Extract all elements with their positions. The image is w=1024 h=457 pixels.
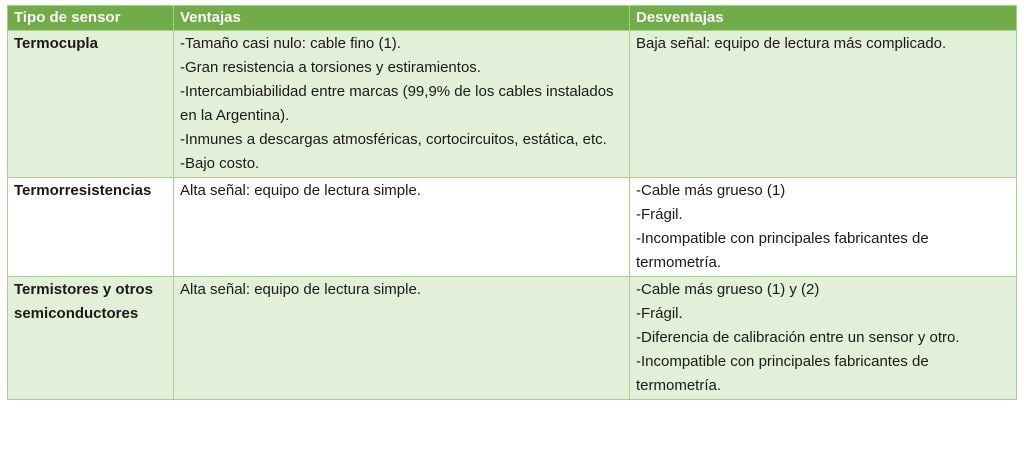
table-row-termocupla (8, 31, 1017, 178)
cell-ventajas (174, 178, 630, 277)
desventaja-item: -Diferencia de calibración entre un sensor y otro. (636, 329, 960, 346)
ventaja-item: -Intercambiabilidad entre marcas (99,9% de los cables instalados en la Argentina). (180, 83, 614, 124)
ventaja-item: -Tamaño casi nulo: cable fino (1). (180, 35, 401, 52)
desventaja-item: -Incompatible con principales fabricantes de termometría. (636, 353, 929, 394)
desventaja-item: -Cable más grueso (1) (636, 182, 786, 199)
cell-ventajas (174, 277, 630, 400)
cell-desventajas (630, 277, 1017, 400)
desventaja-item: Baja señal: equipo de lectura más complicado. (636, 35, 947, 52)
desventaja-item: -Cable más grueso (1) y (2) (636, 281, 820, 298)
table-header-row (8, 6, 1017, 31)
ventaja-item: Alta señal: equipo de lectura simple. (180, 281, 421, 298)
cell-sensor-name: Termistores y otros semiconductores (8, 277, 174, 400)
sensor-comparison-table-wrapper (7, 5, 1016, 400)
ventaja-item: -Gran resistencia a torsiones y estiramientos. (180, 59, 481, 76)
table-row-termistores (8, 277, 1017, 400)
cell-sensor-name: Termocupla (8, 31, 174, 178)
cell-desventajas (630, 31, 1017, 178)
header-desventajas: Desventajas (630, 6, 1017, 31)
ventaja-item: -Bajo costo. (180, 155, 260, 172)
cell-ventajas (174, 31, 630, 178)
desventaja-item: -Incompatible con principales fabricantes de termometría. (636, 230, 929, 271)
ventaja-item: -Inmunes a descargas atmosféricas, cortocircuitos, estática, etc. (180, 131, 607, 148)
desventaja-item: -Frágil. (636, 206, 683, 223)
cell-sensor-name: Termorresistencias (8, 178, 174, 277)
header-tipo-de-sensor: Tipo de sensor (8, 6, 174, 31)
ventaja-item: Alta señal: equipo de lectura simple. (180, 182, 421, 199)
header-ventajas: Ventajas (174, 6, 630, 31)
sensor-comparison-table (7, 5, 1017, 400)
cell-desventajas (630, 178, 1017, 277)
desventaja-item: -Frágil. (636, 305, 683, 322)
table-row-termorresistencias (8, 178, 1017, 277)
